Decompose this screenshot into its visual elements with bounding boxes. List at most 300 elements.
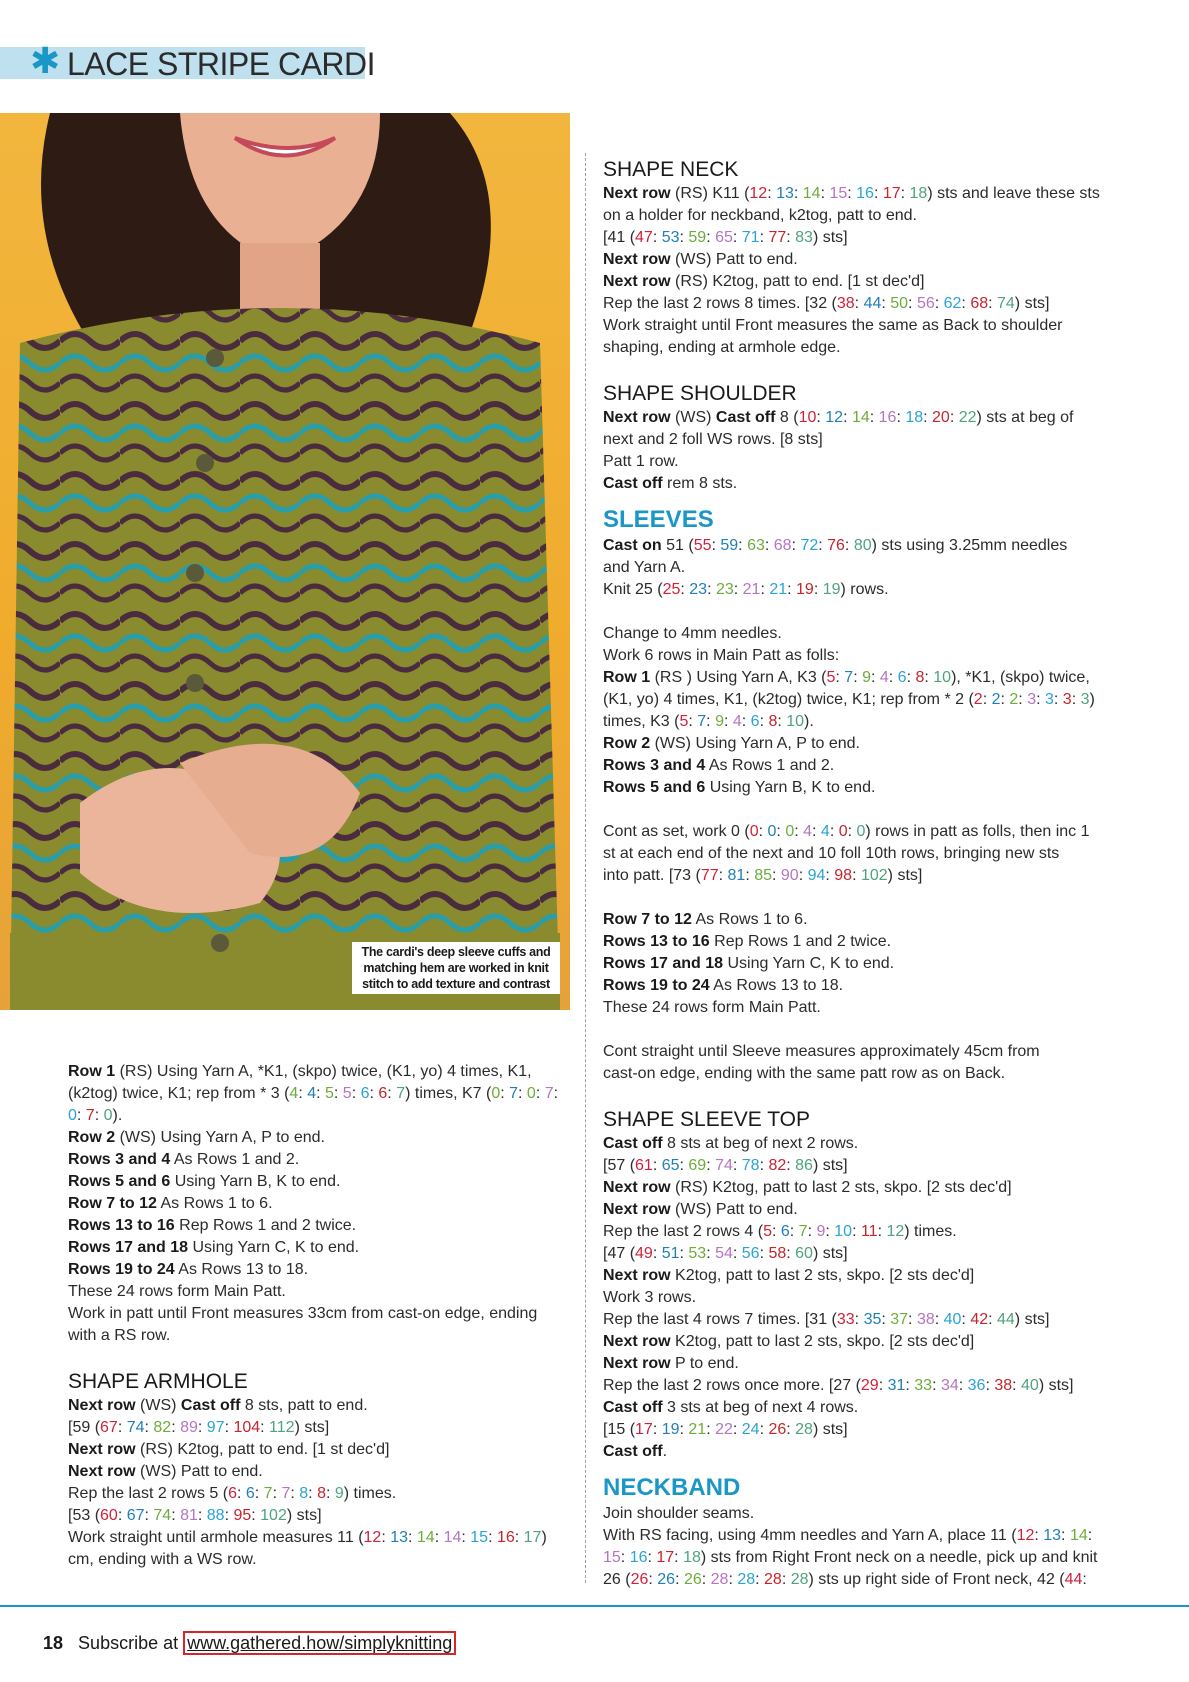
size-value: 21	[742, 581, 761, 598]
text-segment: :	[798, 867, 808, 884]
pattern-line	[603, 755, 1113, 777]
text-segment: ) sts]	[887, 867, 923, 884]
text-segment: )	[1089, 691, 1095, 708]
footer	[43, 1632, 456, 1654]
size-value: 97	[206, 1419, 225, 1436]
size-value: 26	[630, 1571, 649, 1588]
size-value: 33	[836, 1311, 855, 1328]
size-value: 14	[443, 1529, 462, 1546]
size-value: 7	[544, 1085, 554, 1102]
text-segment: K2tog, patt to last 2 sts, skpo. [2 sts dec'd]	[670, 1267, 975, 1284]
section-heading	[68, 1369, 568, 1395]
text-segment: :	[408, 1529, 417, 1546]
bold-term: Rows 13 to 16	[603, 933, 710, 950]
text-segment: :	[707, 581, 716, 598]
pattern-line	[68, 1193, 568, 1215]
size-value: 5	[325, 1085, 334, 1102]
size-value: 67	[100, 1419, 118, 1436]
bold-term: Row 1	[603, 669, 651, 686]
size-value: 4	[289, 1085, 299, 1102]
text-segment: :	[988, 295, 997, 312]
pattern-line	[68, 1149, 568, 1171]
text-segment: :	[793, 185, 803, 202]
pattern-line	[68, 1417, 568, 1439]
pattern-line	[603, 777, 1113, 799]
size-value: 76	[827, 537, 845, 554]
size-value: 16	[629, 1549, 648, 1566]
text-segment: :	[1012, 1377, 1022, 1394]
text-segment: :	[932, 1377, 941, 1394]
text-segment: (RS) K2tog, patt to last 2 sts, skpo. [2 sts dec'd]	[670, 1179, 1012, 1196]
text-segment: SHAPE ARMHOLE	[68, 1370, 248, 1393]
bold-term: Next row	[68, 1463, 136, 1480]
text-segment: Rep the last 2 rows 5 (	[68, 1485, 229, 1502]
text-segment: :	[236, 1485, 246, 1502]
text-segment: :	[758, 823, 768, 840]
text-segment: :	[843, 409, 852, 426]
size-value: 10	[786, 713, 805, 730]
text-segment: Knit 25 (	[603, 581, 663, 598]
text-segment: :	[1082, 1571, 1087, 1588]
text-segment: :	[905, 1377, 915, 1394]
text-segment: :	[387, 1085, 397, 1102]
text-segment: SHAPE SLEEVE TOP	[603, 1108, 810, 1131]
text-segment: :	[675, 1571, 684, 1588]
size-value: 77	[700, 867, 719, 884]
size-value: 29	[860, 1377, 879, 1394]
text-segment: :	[1061, 1527, 1070, 1544]
size-value: 22	[958, 409, 977, 426]
text-segment: These 24 rows form Main Patt.	[68, 1283, 286, 1300]
pattern-line	[603, 183, 1113, 205]
size-value: 26	[683, 1571, 702, 1588]
text-segment: :	[732, 229, 742, 246]
text-segment: As Rows 13 to 18.	[709, 977, 844, 994]
pattern-line	[603, 1375, 1113, 1397]
text-segment: :	[786, 229, 796, 246]
size-value: 10	[798, 409, 817, 426]
size-value: 19	[796, 581, 814, 598]
text-segment: :	[881, 1311, 891, 1328]
text-segment: Rep the last 2 rows 8 times. [32 (	[603, 295, 837, 312]
text-segment: ) sts]	[286, 1507, 322, 1524]
pattern-line	[603, 1525, 1113, 1547]
text-segment: These 24 rows form Main Patt.	[603, 999, 821, 1016]
text-segment: :	[949, 409, 959, 426]
text-segment: :	[488, 1529, 497, 1546]
bold-term: Row 7 to 12	[68, 1195, 157, 1212]
size-value: 9	[334, 1485, 344, 1502]
bold-term: Rows 19 to 24	[68, 1261, 175, 1278]
size-value: 19	[661, 1421, 680, 1438]
pattern-line	[603, 821, 1113, 843]
text-segment: :	[985, 1377, 995, 1394]
text-segment: ) sts]	[812, 1157, 848, 1174]
size-value: 20	[932, 409, 950, 426]
text-segment: :	[461, 1529, 471, 1546]
text-segment: :	[852, 1223, 861, 1240]
pattern-line	[603, 1133, 1113, 1155]
text-segment: ) sts at beg of	[976, 409, 1074, 426]
size-value: 38	[994, 1377, 1013, 1394]
size-value: 61	[635, 1157, 653, 1174]
text-segment: ) sts]	[812, 1421, 848, 1438]
size-value: 0	[785, 823, 795, 840]
text-segment: [47 (	[603, 1245, 636, 1262]
size-value: 16	[878, 409, 897, 426]
size-value: 0	[526, 1085, 536, 1102]
subscribe-link[interactable]: www.gathered.how/simplyknitting	[183, 1631, 456, 1655]
pattern-line	[603, 429, 1113, 451]
pattern-line	[68, 1505, 568, 1527]
text-segment: :	[847, 823, 857, 840]
text-segment: .	[662, 1443, 668, 1460]
text-segment: Work straight until Front measures the same as Back to shoulder	[603, 317, 1063, 334]
text-segment: ).	[112, 1107, 123, 1124]
text-segment: cast-on edge, ending with the same patt row as on Back.	[603, 1065, 1006, 1082]
size-value: 21	[769, 581, 788, 598]
size-value: 8	[299, 1485, 309, 1502]
size-value: 12	[749, 185, 768, 202]
text-segment: :	[829, 823, 839, 840]
pattern-line	[603, 557, 1113, 579]
text-segment: :	[1034, 1527, 1044, 1544]
text-segment: :	[732, 1157, 742, 1174]
text-segment: :	[254, 1485, 264, 1502]
size-value: 3	[1044, 691, 1054, 708]
bold-term: Next row	[603, 1201, 671, 1218]
bold-term: Rows 5 and 6	[68, 1173, 171, 1190]
text-segment: :	[772, 867, 781, 884]
text-segment: :	[786, 1245, 796, 1262]
pattern-line	[603, 623, 1113, 645]
pattern-line	[68, 1061, 568, 1083]
caption-line: stitch to add texture and contrast	[362, 977, 550, 991]
text-segment: (K1, yo) 4 times, K1, (k2tog) twice, K1; rep from * 2 (	[603, 691, 974, 708]
size-value: 8	[915, 669, 925, 686]
bold-term: Rows 3 and 4	[603, 757, 706, 774]
text-segment: As Rows 1 to 6.	[156, 1195, 273, 1212]
size-value: 15	[470, 1529, 489, 1546]
text-segment: :	[787, 581, 797, 598]
size-value: 2	[1009, 691, 1019, 708]
text-segment: :	[224, 1419, 234, 1436]
size-value: 9	[862, 669, 871, 686]
text-segment: :	[961, 1311, 971, 1328]
size-value: 0	[838, 823, 848, 840]
size-value: 53	[688, 1245, 707, 1262]
spacer	[603, 887, 1113, 909]
pattern-line	[603, 1063, 1113, 1085]
size-value: 74	[126, 1419, 145, 1436]
bold-term: Row 2	[68, 1129, 116, 1146]
size-value: 49	[635, 1245, 653, 1262]
text-segment: :	[934, 295, 944, 312]
size-value: 7	[844, 669, 854, 686]
text-segment: :	[434, 1529, 444, 1546]
bold-term: Next row	[603, 1179, 671, 1196]
pattern-line	[603, 975, 1113, 997]
size-value: 40	[1021, 1377, 1039, 1394]
pattern-line	[603, 667, 1113, 689]
footer-text: Subscribe at	[78, 1633, 179, 1653]
size-value: 56	[741, 1245, 760, 1262]
size-value: 7	[697, 713, 707, 730]
pattern-line	[603, 931, 1113, 953]
size-value: 17	[656, 1549, 675, 1566]
size-value: 68	[970, 295, 989, 312]
text-segment: (WS) Patt to end.	[670, 1201, 798, 1218]
text-segment: :	[755, 1571, 765, 1588]
spacer	[603, 601, 1113, 623]
text-segment: :	[224, 1507, 234, 1524]
size-value: 34	[940, 1377, 959, 1394]
size-value: 9	[816, 1223, 826, 1240]
size-value: 86	[795, 1157, 813, 1174]
size-value: 7	[509, 1085, 519, 1102]
text-segment: :	[76, 1107, 86, 1124]
text-segment: [59 (	[68, 1419, 101, 1436]
text-segment: :	[732, 1245, 742, 1262]
size-value: 35	[863, 1311, 882, 1328]
bold-term: Cast off	[180, 1397, 241, 1414]
size-value: 0	[491, 1085, 501, 1102]
text-segment: :	[777, 713, 787, 730]
pattern-line	[68, 1439, 568, 1461]
size-value: 6	[245, 1485, 255, 1502]
pattern-line	[603, 1353, 1113, 1375]
text-segment: :	[333, 1085, 343, 1102]
pattern-line	[603, 997, 1113, 1019]
size-value: 80	[853, 537, 872, 554]
text-segment: ) sts]	[294, 1419, 330, 1436]
size-value: 4	[879, 669, 889, 686]
text-segment: on a holder for neckband, k2tog, patt to end.	[603, 207, 917, 224]
size-value: 28	[795, 1421, 813, 1438]
text-segment: :	[759, 1157, 769, 1174]
text-segment: :	[767, 185, 777, 202]
size-value: 11	[860, 1223, 878, 1240]
text-segment: (WS) Patt to end.	[135, 1463, 263, 1480]
section-heading	[603, 505, 1113, 535]
size-value: 17	[523, 1529, 542, 1546]
size-value: 44	[863, 295, 882, 312]
size-value: 28	[764, 1571, 782, 1588]
text-segment: :	[144, 1419, 154, 1436]
caption-line: matching hem are worked in knit	[363, 961, 549, 975]
text-segment: :	[759, 713, 769, 730]
text-segment: :	[741, 713, 751, 730]
size-value: 104	[233, 1419, 261, 1436]
size-value: 4	[307, 1085, 317, 1102]
text-segment: Using Yarn B, K to end.	[170, 1173, 341, 1190]
pattern-line	[68, 1395, 568, 1417]
text-segment: :	[117, 1419, 127, 1436]
spacer	[603, 495, 1113, 505]
text-segment: Patt 1 row.	[603, 453, 679, 470]
size-value: 0	[103, 1107, 113, 1124]
text-segment: :	[381, 1529, 391, 1546]
size-value: 55	[693, 537, 712, 554]
pattern-line	[68, 1237, 568, 1259]
text-segment: :	[854, 1311, 864, 1328]
text-segment: :	[674, 1549, 684, 1566]
size-value: 54	[715, 1245, 733, 1262]
size-value: 28	[790, 1571, 809, 1588]
pattern-line	[603, 843, 1113, 865]
text-segment: :	[272, 1485, 282, 1502]
text-segment: rem 8 sts.	[662, 475, 738, 492]
size-value: 67	[126, 1507, 145, 1524]
size-value: 7	[281, 1485, 291, 1502]
text-segment: times, K3 (	[603, 713, 680, 730]
size-value: 9	[715, 713, 724, 730]
text-segment: :	[923, 409, 933, 426]
size-value: 56	[916, 295, 935, 312]
bold-term: Next row	[68, 1397, 136, 1414]
text-segment: :	[706, 229, 716, 246]
text-segment: :	[786, 1157, 796, 1174]
text-segment: into patt. [73 (	[603, 867, 701, 884]
left-column	[68, 1061, 568, 1571]
size-value: 102	[260, 1507, 287, 1524]
pattern-line	[68, 1461, 568, 1483]
column-divider	[585, 153, 586, 1583]
size-value: 19	[822, 581, 841, 598]
size-value: 37	[890, 1311, 909, 1328]
text-segment: ) sts]	[812, 229, 848, 246]
text-segment: :	[776, 823, 786, 840]
text-segment: :	[260, 1419, 270, 1436]
text-segment: Cont as set, work 0 (	[603, 823, 750, 840]
footer-rule	[0, 1605, 1189, 1607]
size-value: 38	[836, 295, 855, 312]
pattern-line	[603, 227, 1113, 249]
text-segment: :	[759, 229, 769, 246]
text-segment: :	[745, 867, 755, 884]
text-segment: :	[723, 713, 733, 730]
text-segment: :	[1000, 691, 1010, 708]
pattern-line	[603, 1221, 1113, 1243]
size-value: 6	[750, 713, 760, 730]
text-segment: ) sts and leave these sts	[927, 185, 1100, 202]
size-value: 112	[269, 1419, 295, 1436]
size-value: 25	[662, 581, 681, 598]
size-value: 6	[360, 1085, 370, 1102]
size-value: 12	[825, 409, 844, 426]
size-value: 102	[860, 867, 888, 884]
pattern-line	[603, 1547, 1113, 1569]
text-segment: :	[1053, 691, 1063, 708]
size-value: 7	[396, 1085, 406, 1102]
size-value: 10	[933, 669, 952, 686]
size-value: 3	[1062, 691, 1072, 708]
size-value: 5	[679, 713, 689, 730]
page-number: 18	[43, 1633, 64, 1653]
pattern-line	[603, 733, 1113, 755]
text-segment: :	[711, 537, 721, 554]
pattern-line	[603, 579, 1113, 601]
text-segment: 8 sts, patt to end.	[240, 1397, 368, 1414]
text-segment: :	[781, 1571, 791, 1588]
text-segment: Rep the last 4 rows 7 times. [31 (	[603, 1311, 837, 1328]
size-value: 69	[688, 1157, 707, 1174]
pattern-line	[603, 1419, 1113, 1441]
size-value: 90	[780, 867, 799, 884]
pattern-line	[603, 1503, 1113, 1525]
bold-term: Next row	[603, 409, 671, 426]
text-segment: :	[144, 1507, 154, 1524]
size-value: 63	[747, 537, 765, 554]
pattern-line	[68, 1083, 568, 1105]
pattern-line	[68, 1281, 568, 1303]
text-segment: :	[878, 1377, 888, 1394]
text-segment: SHAPE SHOULDER	[603, 382, 797, 405]
text-segment: :	[679, 1245, 689, 1262]
text-segment: :	[908, 1311, 917, 1328]
text-segment: :	[197, 1419, 207, 1436]
text-segment: :	[308, 1485, 318, 1502]
size-value: 74	[715, 1157, 733, 1174]
pattern-line	[68, 1325, 568, 1347]
text-segment: NECKBAND	[603, 1474, 741, 1501]
text-segment: (RS) Using Yarn A, *K1, (skpo) twice, (K1, yo) 4 times, K1,	[115, 1063, 532, 1080]
text-segment: ) times.	[343, 1485, 397, 1502]
bold-term: Row 2	[603, 735, 651, 752]
asterisk-icon: ✱	[30, 41, 61, 82]
text-segment: :	[718, 867, 728, 884]
bold-term: Cast off	[603, 1399, 663, 1416]
bold-term: Next row	[68, 1441, 136, 1458]
pattern-line	[603, 1199, 1113, 1221]
text-segment: [41 (	[603, 229, 636, 246]
size-value: 31	[887, 1377, 906, 1394]
bold-term: Rows 13 to 16	[68, 1217, 175, 1234]
pattern-line	[603, 711, 1113, 733]
text-segment: :	[679, 229, 689, 246]
pattern-line	[603, 1397, 1113, 1419]
size-value: 6	[780, 1223, 790, 1240]
text-segment: :	[171, 1419, 181, 1436]
text-segment: (WS) Using Yarn A, P to end.	[650, 735, 860, 752]
size-value: 83	[795, 229, 813, 246]
size-value: 3	[1027, 691, 1037, 708]
section-heading	[603, 157, 1113, 183]
text-segment: :	[1071, 691, 1081, 708]
bold-term: Rows 17 and 18	[68, 1239, 189, 1256]
text-segment: ) sts from Right Front neck on a needle, pick up and knit	[700, 1549, 1098, 1566]
pattern-line	[68, 1215, 568, 1237]
text-segment: :	[553, 1085, 559, 1102]
pattern-line	[68, 1259, 568, 1281]
text-segment: :	[706, 1245, 716, 1262]
size-value: 14	[416, 1529, 435, 1546]
size-value: 42	[970, 1311, 989, 1328]
text-segment: :	[369, 1085, 379, 1102]
bold-term: Row 7 to 12	[603, 911, 692, 928]
pattern-line	[603, 1041, 1113, 1063]
text-segment: As Rows 1 and 2.	[705, 757, 835, 774]
text-segment: :	[818, 537, 828, 554]
text-segment: 26 (	[603, 1571, 631, 1588]
size-value: 71	[741, 229, 760, 246]
text-segment: :	[835, 669, 845, 686]
text-segment: 8 (	[775, 409, 799, 426]
text-segment: ) sts up right side of Front neck, 42 (	[808, 1571, 1065, 1588]
text-segment: :	[351, 1085, 361, 1102]
text-segment: :	[812, 823, 821, 840]
text-segment: :	[759, 1245, 769, 1262]
